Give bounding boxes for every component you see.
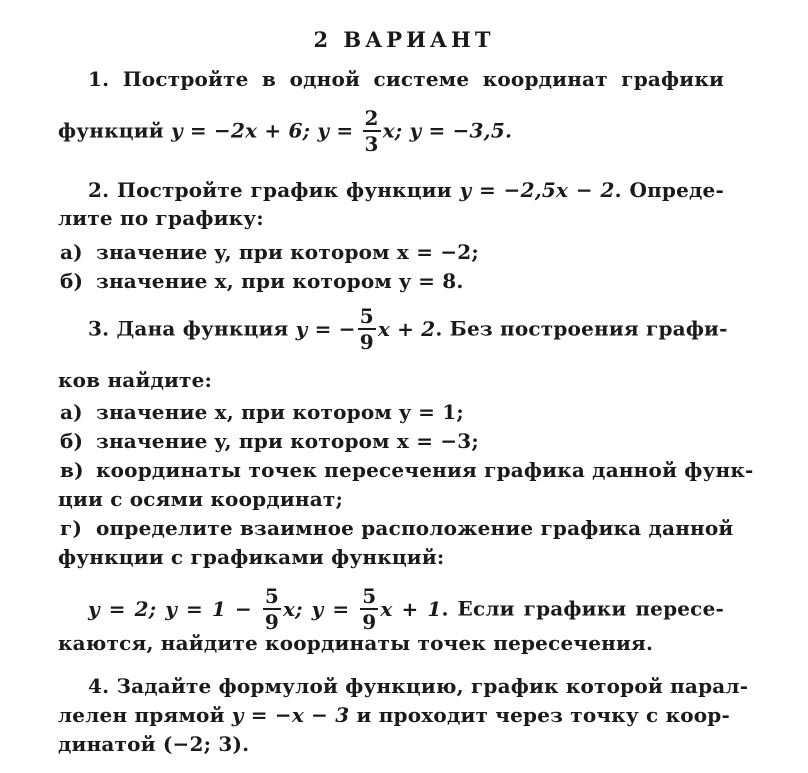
task3-line1a: 3. Дана функция xyxy=(88,316,296,341)
fraction-numerator: 5 xyxy=(264,584,279,608)
equations-part-b: x; y = xyxy=(282,596,359,621)
task3-item-v-cont: ции с осями координат; xyxy=(58,487,344,511)
task3-item-v xyxy=(60,457,754,483)
task3-line2: ков найдите: xyxy=(58,368,213,392)
task3-item-g-cont: функции с графиками функций: xyxy=(58,545,445,569)
task2-line1 xyxy=(88,177,724,203)
item-marker: в) xyxy=(60,458,84,482)
equations-fraction-1 xyxy=(263,585,281,633)
fraction-denominator: 9 xyxy=(264,610,279,634)
equations-fraction-2 xyxy=(360,585,378,633)
task3-item-b xyxy=(60,428,724,454)
task3-line1 xyxy=(88,304,728,354)
fraction-denominator: 9 xyxy=(359,330,374,354)
item-text: значение x, при котором y = 8. xyxy=(96,269,464,293)
item-text: определите взаимное расположение графика данной xyxy=(96,516,734,540)
item-text: координаты точек пересечения графика данной функ- xyxy=(96,458,754,482)
task1-fraction xyxy=(363,107,381,155)
fraction-denominator: 9 xyxy=(362,610,377,634)
item-marker: а) xyxy=(60,240,83,264)
task3-fraction xyxy=(358,305,376,353)
task1-formula1: y = −2x + 6; y = xyxy=(170,118,361,143)
task4-line2c: и проходит через точку с коор- xyxy=(349,703,730,727)
task1-line2 xyxy=(58,108,724,156)
task2-formula: y = −2,5x − 2 xyxy=(459,178,615,202)
task3-formula-b: x + 2 xyxy=(377,316,436,341)
task3-item-g xyxy=(60,515,734,541)
item-marker: б) xyxy=(60,429,84,453)
fraction-numerator: 5 xyxy=(359,304,374,328)
task1-formula2: x; y = −3,5. xyxy=(382,118,513,143)
item-text: значение y, при котором x = −3; xyxy=(96,429,479,453)
item-marker: а) xyxy=(60,400,83,424)
task3-formula-a: y = − xyxy=(295,316,356,341)
task4-line1: 4. Задайте формулой функцию, график которой парал- xyxy=(88,674,749,698)
task2-line2: лите по графику: xyxy=(58,206,264,230)
equations-part-d: . Если графики пересе- xyxy=(441,596,724,621)
equations-part-a: y = 2; y = 1 − xyxy=(88,596,261,621)
fraction-numerator: 5 xyxy=(362,584,377,608)
item-text: значение y, при котором x = −2; xyxy=(96,240,479,264)
task4-formula: y = −x − 3 xyxy=(231,703,350,727)
item-marker: б) xyxy=(60,269,84,293)
task4-line2 xyxy=(58,702,730,728)
task4-line3: динатой (−2; 3). xyxy=(58,732,250,756)
variant-title: 2 ВАРИАНТ xyxy=(313,27,495,52)
item-marker: г) xyxy=(60,516,83,540)
task2-item-b xyxy=(60,268,724,294)
task4-line2a: лелен прямой xyxy=(58,703,232,727)
task3-line1d: . Без построения графи- xyxy=(435,316,728,341)
task2-item-a xyxy=(60,239,724,265)
task3-item-a xyxy=(60,399,724,425)
task3-equations xyxy=(88,586,724,634)
task1-part1: функций xyxy=(58,118,171,143)
fraction-numerator: 2 xyxy=(364,106,379,130)
task1-line1: 1. Постройте в одной системе координат графики xyxy=(88,67,724,91)
item-text: значение x, при котором y = 1; xyxy=(96,400,464,424)
equations-part-c: x + 1 xyxy=(380,596,442,621)
task2-line1a: 2. Постройте график функции xyxy=(88,178,460,202)
fraction-denominator: 3 xyxy=(364,132,379,156)
task2-line1c: . Опреде- xyxy=(614,178,724,202)
task3-last-line: каются, найдите координаты точек пересечения. xyxy=(58,631,654,655)
